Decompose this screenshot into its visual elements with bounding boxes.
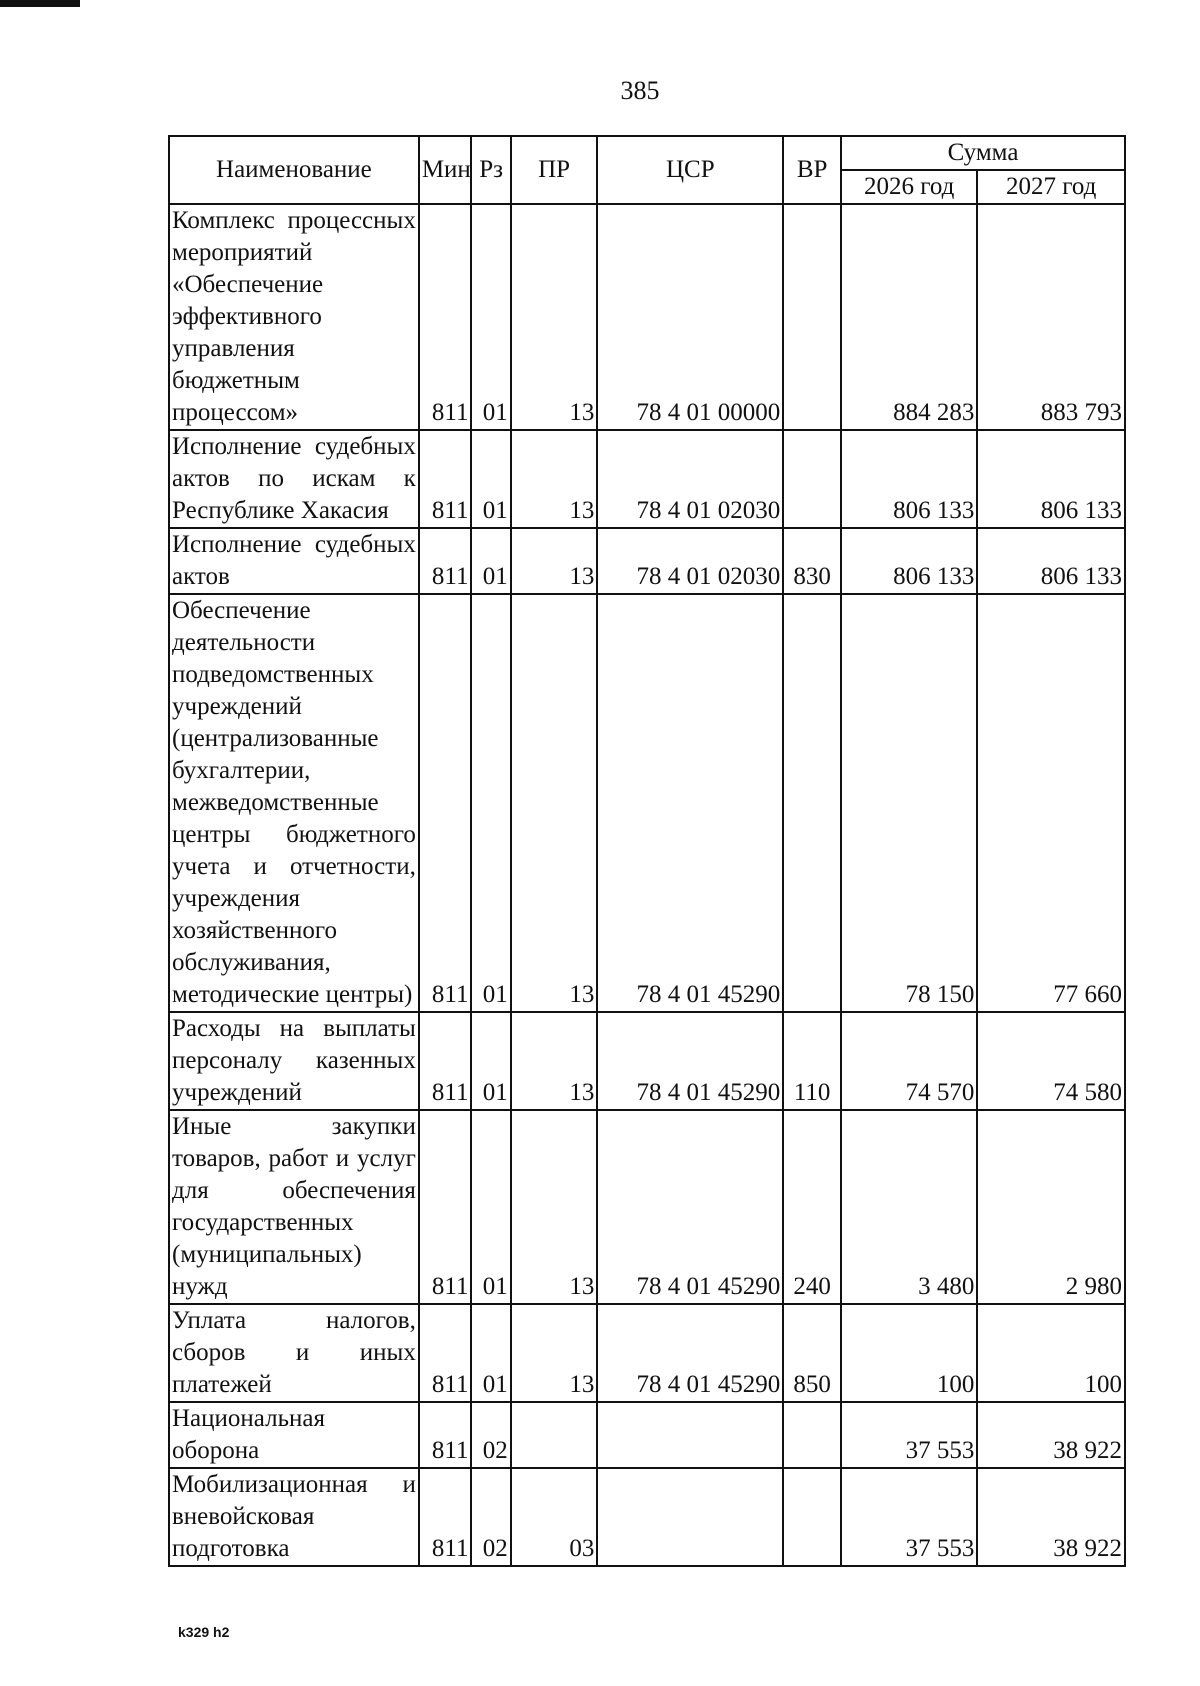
row-rz: 01 (471, 1304, 510, 1402)
header-name: Наименование (169, 136, 419, 204)
row-name: Комплекс процессных мероприятий «Обеспечение эффективного управления бюджетным процессом» (169, 204, 419, 430)
row-pr: 13 (511, 1304, 598, 1402)
row-name: Исполнение судебных актов по искам к Республике Хакасия (169, 430, 419, 528)
row-min: 811 (419, 1468, 472, 1566)
row-csr: 78 4 01 45290 (597, 594, 783, 1012)
row-sum-2026: 3 480 (841, 1110, 977, 1304)
row-sum-2026: 37 553 (841, 1468, 977, 1566)
row-csr: 78 4 01 45290 (597, 1012, 783, 1110)
row-pr: 13 (511, 1012, 598, 1110)
row-sum-2027: 38 922 (977, 1468, 1125, 1566)
row-rz: 01 (471, 594, 510, 1012)
row-sum-2027: 100 (977, 1304, 1125, 1402)
header-vr: ВР (783, 136, 841, 204)
row-rz: 01 (471, 528, 510, 594)
table-row (169, 1402, 1125, 1468)
row-sum-2026: 806 133 (841, 430, 977, 528)
row-sum-2026: 78 150 (841, 594, 977, 1012)
header-pr: ПР (511, 136, 598, 204)
row-vr: 830 (783, 528, 841, 594)
row-sum-2027: 77 660 (977, 594, 1125, 1012)
row-name: Иные закупки товаров, работ и услуг для обеспечения государственных (муниципальных) нужд (169, 1110, 419, 1304)
header-csr: ЦСР (597, 136, 783, 204)
table-row (169, 1012, 1125, 1110)
row-min: 811 (419, 594, 472, 1012)
row-vr: 110 (783, 1012, 841, 1110)
row-pr: 13 (511, 430, 598, 528)
row-min: 811 (419, 430, 472, 528)
row-sum-2026: 884 283 (841, 204, 977, 430)
row-sum-2026: 74 570 (841, 1012, 977, 1110)
row-min: 811 (419, 204, 472, 430)
row-sum-2026: 100 (841, 1304, 977, 1402)
row-sum-2027: 2 980 (977, 1110, 1125, 1304)
row-sum-2027: 883 793 (977, 204, 1125, 430)
budget-table (168, 135, 1126, 1567)
row-sum-2027: 806 133 (977, 430, 1125, 528)
table-row (169, 594, 1125, 1012)
row-vr (783, 1468, 841, 1566)
table-row (169, 1110, 1125, 1304)
table-row (169, 1304, 1125, 1402)
table-row (169, 1468, 1125, 1566)
table-row (169, 204, 1125, 430)
row-csr: 78 4 01 02030 (597, 528, 783, 594)
row-name: Уплата налогов, сборов и иных платежей (169, 1304, 419, 1402)
scan-edge-mark (0, 0, 80, 7)
row-rz: 01 (471, 204, 510, 430)
row-name: Мобилизационная и вневойсковая подготовка (169, 1468, 419, 1566)
row-rz: 02 (471, 1468, 510, 1566)
row-min: 811 (419, 1402, 472, 1468)
row-csr: 78 4 01 00000 (597, 204, 783, 430)
row-rz: 01 (471, 1012, 510, 1110)
row-vr (783, 594, 841, 1012)
row-min: 811 (419, 528, 472, 594)
header-rz: Рз (471, 136, 510, 204)
header-year-2026: 2026 год (841, 170, 977, 204)
row-min: 811 (419, 1110, 472, 1304)
row-sum-2027: 74 580 (977, 1012, 1125, 1110)
row-name: Обеспечение деятельности подведомственных учреждений (централизованные бухгалтерии, межведомственные центры бюджетного учета и отчетности, учреждения хозяйственного обслуживания, методические центры) (169, 594, 419, 1012)
row-name: Национальная оборона (169, 1402, 419, 1468)
row-sum-2027: 806 133 (977, 528, 1125, 594)
table-row (169, 528, 1125, 594)
row-pr (511, 1402, 598, 1468)
row-csr: 78 4 01 02030 (597, 430, 783, 528)
page-number: 385 (620, 76, 660, 105)
row-sum-2026: 37 553 (841, 1402, 977, 1468)
row-min: 811 (419, 1012, 472, 1110)
row-csr: 78 4 01 45290 (597, 1304, 783, 1402)
row-name: Исполнение судебных актов (169, 528, 419, 594)
header-year-2027: 2027 год (977, 170, 1125, 204)
header-sum: Сумма (841, 136, 1125, 170)
row-rz: 01 (471, 1110, 510, 1304)
row-vr: 240 (783, 1110, 841, 1304)
table-row (169, 430, 1125, 528)
header-min: Мин (419, 136, 472, 204)
footer-document-code: k329 h2 (178, 1624, 230, 1640)
row-pr: 13 (511, 594, 598, 1012)
row-pr: 13 (511, 204, 598, 430)
row-vr (783, 204, 841, 430)
row-csr (597, 1402, 783, 1468)
row-pr: 13 (511, 528, 598, 594)
row-csr (597, 1468, 783, 1566)
row-rz: 01 (471, 430, 510, 528)
row-rz: 02 (471, 1402, 510, 1468)
row-pr: 13 (511, 1110, 598, 1304)
row-vr: 850 (783, 1304, 841, 1402)
row-vr (783, 1402, 841, 1468)
row-sum-2027: 38 922 (977, 1402, 1125, 1468)
row-vr (783, 430, 841, 528)
row-sum-2026: 806 133 (841, 528, 977, 594)
row-min: 811 (419, 1304, 472, 1402)
row-csr: 78 4 01 45290 (597, 1110, 783, 1304)
row-pr: 03 (511, 1468, 598, 1566)
row-name: Расходы на выплаты персоналу казенных учреждений (169, 1012, 419, 1110)
